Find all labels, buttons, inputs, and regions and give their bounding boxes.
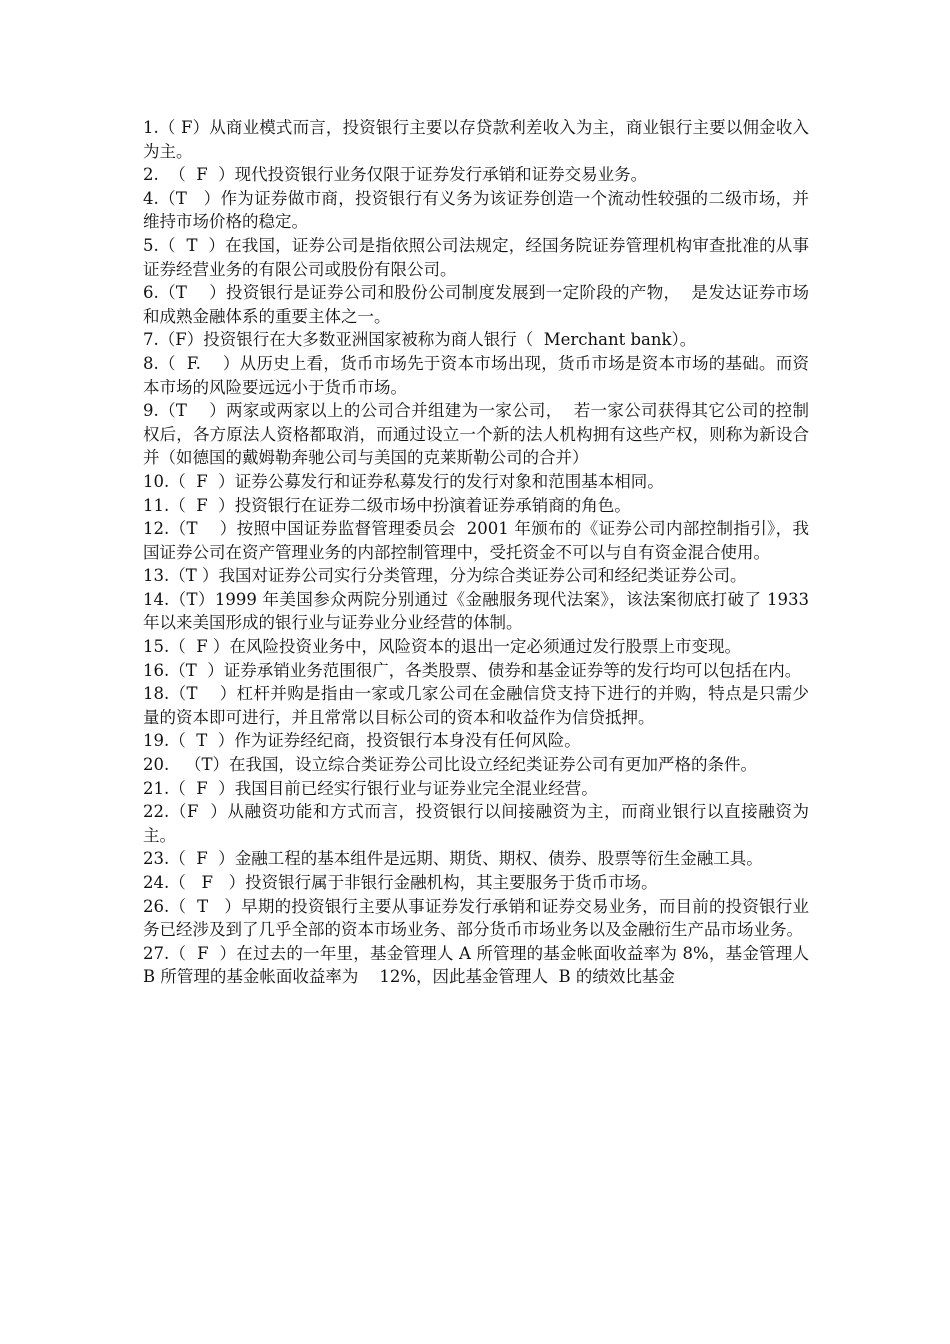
answer-mark: （T ） [158,188,221,208]
question-text: 从历史上看，货币市场先于资本市场出现，货币市场是资本市场的基础。而资本市场的风险要远远小于货币市场。 [143,353,810,397]
question-text: 在过去的一年里，基金管理人 A 所管理的基金帐面收益率为 8%，基金管理人 B 所管理的基金帐面收益率为 12%，因此基金管理人 B 的绩效比基金 [143,943,820,987]
question-text: 我国目前已经实行银行业与证券业完全混业经营。 [234,778,598,798]
question-item [143,116,809,163]
question-text: 在我国，证券公司是指依照公司法规定，经国务院证券管理机构审查批准的从事证券经营业务的有限公司或股份有限公司。 [143,235,809,279]
question-number: 5. [143,235,159,255]
answer-mark: （ T ） [169,731,235,751]
question-text: 投资银行属于非银行金融机构，其主要服务于货币市场。 [245,873,658,892]
answer-mark: （T ） [158,401,227,421]
question-item [143,187,809,234]
question-text: 两家或两家以上的公司合并组建为一家公司， 若一家公司获得其它公司的控制权后，各方原法人资格都取消，而通过设立一个新的法人机构拥有这些产权，则称为新设合并（如德国的戴姆勒奔驰公司与美国的克莱斯勒公司的合并） [143,401,809,468]
question-item [143,163,809,187]
question-text: 证券公募发行和证券私募发行的发行对象和范围基本相同。 [234,471,664,491]
question-text: 证券承销业务范围很广，各类股票、债券和基金证券等的发行均可以包括在内。 [223,660,802,680]
question-number: 22. [143,802,170,822]
question-text: 投资银行在证券二级市场中扮演着证券承销商的角色。 [234,495,631,515]
answer-mark: （T ） [169,660,224,680]
question-text: 在风险投资业务中，风险资本的退出一定必须通过发行股票上市变现。 [229,637,741,657]
question-item [143,517,809,564]
answer-mark: （ F ） [169,873,246,892]
question-text: 现代投资银行业务仅限于证券发行承销和证券交易业务。 [234,165,648,185]
question-number: 19. [143,731,170,751]
question-item [143,682,809,729]
question-number: 26. [143,896,170,916]
question-item [143,777,809,801]
question-item [143,800,809,847]
question-item [143,328,809,352]
question-item [143,281,809,328]
question-number: 23. [143,849,170,869]
question-item [143,871,809,895]
answer-mark: （ T ） [158,235,226,255]
question-item [143,588,815,635]
question-number: 7. [143,330,159,350]
question-item [143,729,809,753]
answer-mark: （ F ） [169,849,235,869]
question-item [143,234,809,281]
answer-mark: （T ） [169,566,219,586]
answer-mark: （ F ） [169,778,235,798]
answer-mark: （ F. ） [158,353,240,373]
question-item [143,659,809,683]
question-item [143,399,809,470]
answer-mark: （T） [169,755,229,775]
question-text: 作为证券做市商，投资银行有义务为该证券创造一个流动性较强的二级市场，并维持市场价格的稳定。 [143,188,810,232]
question-number: 21. [143,778,170,798]
question-item [143,895,809,942]
question-number: 24. [143,873,170,892]
question-number: 16. [143,660,170,680]
question-text: 投资银行是证券公司和股份公司制度发展到一定阶段的产物， 是发达证券市场和成熟金融体系的重要主体之一。 [143,283,809,326]
question-item [143,635,809,659]
question-text: 作为证券经纪商，投资银行本身没有任何风险。 [234,731,581,751]
answer-mark: （ F） [158,118,210,137]
question-text: 从商业模式而言，投资银行主要以存贷款利差收入为主，商业银行主要以佣金收入为主。 [143,118,809,161]
answer-mark: （T） [169,589,215,609]
question-item [143,564,809,588]
question-text: 杠杆并购是指由一家或几家公司在金融信贷支持下进行的并购，特点是只需少量的资本即可进行，并且常常以目标公司的资本和收益作为信贷抵押。 [143,684,809,727]
answer-mark: （ T ） [169,896,242,916]
question-number: 4. [143,188,159,208]
answer-mark: （F ） [169,802,228,822]
question-text: 投资银行在大多数亚洲国家被称为商人银行（ Merchant bank）。 [203,330,697,350]
question-number: 2. [143,165,159,185]
question-number: 14. [143,589,170,609]
question-text: 从融资功能和方式而言，投资银行以间接融资为主，而商业银行以直接融资为主。 [143,802,809,845]
question-number: 15. [143,637,170,657]
answer-mark: （ F ） [169,943,237,963]
document-page [143,116,820,989]
question-text: 金融工程的基本组件是远期、期货、期权、债券、股票等衍生金融工具。 [234,849,763,869]
question-number: 8. [143,353,159,373]
question-text: 1999 年美国参众两院分别通过《金融服务现代法案》，该法案彻底打破了 1933 年以来美国形成的银行业与证券业分业经营的体制。 [143,589,815,633]
question-item [143,942,820,989]
question-text: 在我国，设立综合类证券公司比设立经纪类证券公司有更加严格的条件。 [229,755,757,775]
answer-mark: （T ） [158,283,227,303]
question-item [143,470,809,494]
question-text: 早期的投资银行主要从事证券发行承销和证券交易业务，而目前的投资银行业务已经涉及到了几乎全部的资本市场业务、部分货币市场业务以及金融衍生产品市场业务。 [143,896,810,940]
question-number: 1. [143,118,159,137]
answer-mark: （ F ） [169,495,235,515]
question-number: 13. [143,566,170,586]
question-item [143,753,809,777]
question-text: 我国对证券公司实行分类管理，分为综合类证券公司和经纪类证券公司。 [218,566,747,586]
question-number: 10. [143,471,170,491]
question-item [143,847,809,871]
answer-mark: （F） [158,330,204,350]
answer-mark: （T ） [169,684,237,704]
question-item [143,494,809,518]
question-text: 按照中国证券监督管理委员会 2001 年颁布的《证券公司内部控制指引》，我国证券公司在资产管理业务的内部控制管理中，受托资金不可以与自有资金混合使用。 [143,519,809,562]
answer-mark: （ F ） [169,637,230,657]
question-number: 12. [143,519,170,539]
question-number: 9. [143,401,159,421]
question-item [143,352,809,399]
question-number: 11. [143,495,170,515]
answer-mark: （ F ） [158,165,235,185]
question-number: 27. [143,943,170,963]
answer-mark: （ F ） [169,471,235,491]
question-number: 20. [143,755,170,775]
answer-mark: （T ） [169,519,237,539]
question-number: 18. [143,684,170,704]
question-number: 6. [143,283,159,303]
